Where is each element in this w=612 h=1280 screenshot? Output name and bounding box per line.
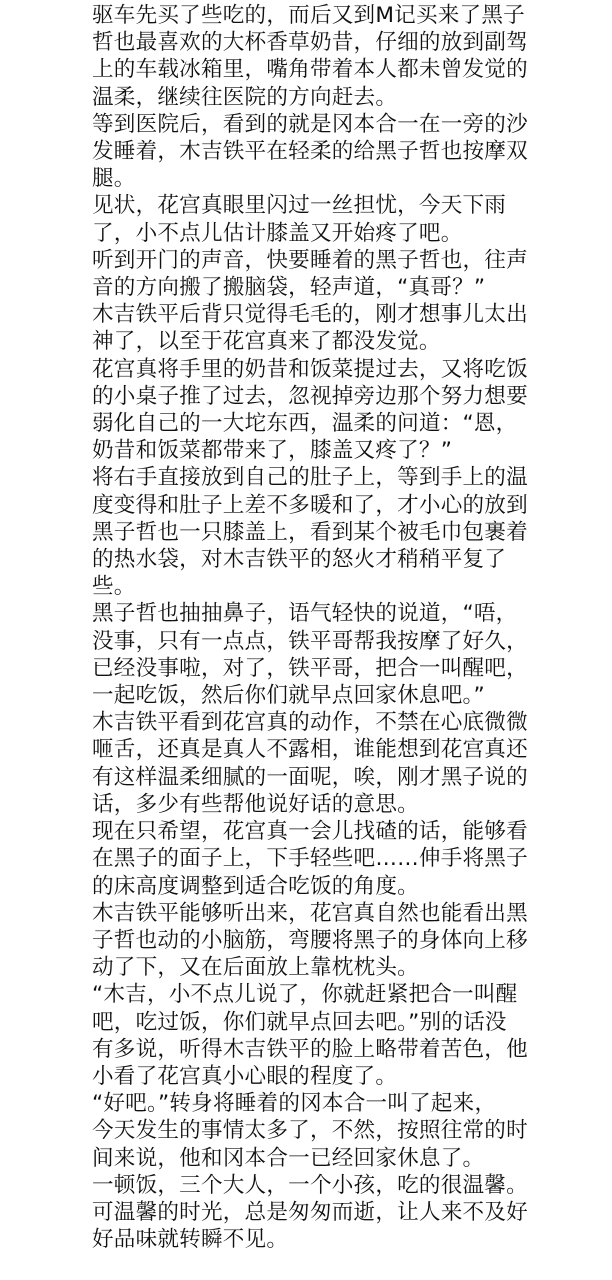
paragraph: “木吉，小不点儿说了，你就赶紧把合一叫醒 吧，吃过饭，你们就早点回去吧。”别的话没 有多说，听得木吉铁平的脸上略带着苦色，他 小看了花宫真小心眼的程度了。 bbox=[92, 982, 528, 1089]
paragraph: 木吉铁平能够听出来，花宫真自然也能看出黑 子哲也动的小脑筋，弯腰将黑子的身体向上移 动了下，又在后面放上靠枕枕头。 bbox=[92, 900, 528, 981]
paragraph: 将右手直接放到自己的肚子上，等到手上的温 度变得和肚子上差不多暖和了，才小心的放到 黑子哲也一只膝盖上，看到某个被毛巾包裹着 的热水袋，对木吉铁平的怒火才稍稍平复了 些。 bbox=[92, 465, 528, 600]
paragraph: 花宫真将手里的奶昔和饭菜提过去，又将吃饭 的小桌子推了过去，忽视掉旁边那个努力想要 弱化自己的一大坨东西，温柔的问道：“恩， 奶昔和饭菜都带来了，膝盖又疼了？” bbox=[92, 356, 528, 464]
paragraph: 现在只希望，花宫真一会儿找碴的话，能够看 在黑子的面子上，下手轻些吧……伸手将黑子 的床高度调整到适合吃饭的角度。 bbox=[92, 819, 528, 899]
paragraph: “好吧。”转身将睡着的冈本合一叫了起来， 今天发生的事情太多了，不然，按照往常的时 间来说，他和冈本合一已经回家休息了。 bbox=[92, 1091, 528, 1171]
paragraph: 木吉铁平后背只觉得毛毛的，刚才想事儿太出 神了，以至于花宫真来了都没发觉。 bbox=[92, 302, 528, 355]
paragraph: 木吉铁平看到花宫真的动作，不禁在心底微微 咂舌，还真是真人不露相，谁能想到花宫真还 有这样温柔细腻的一面呢，唉，刚才黑子说的 话，多少有些帮他说好话的意思。 bbox=[92, 710, 528, 817]
document-body bbox=[92, 2, 582, 1253]
paragraph: 听到开门的声音，快要睡着的黑子哲也，往声 音的方向搬了搬脑袋，轻声道，“真哥？” bbox=[92, 247, 528, 301]
paragraph: 一顿饭，三个大人，一个小孩，吃的很温馨。 bbox=[92, 1172, 528, 1198]
paragraph: 驱车先买了些吃的，而后又到M记买来了黑子 哲也最喜欢的大杯香草奶昔，仔细的放到副驾 上的车载冰箱里，嘴角带着本人都未曾发觉的 温柔，继续往医院的方向赶去。 bbox=[92, 3, 528, 110]
paragraph: 黑子哲也抽抽鼻子，语气轻快的说道，“唔， 没事，只有一点点，铁平哥帮我按摩了好久， 已经没事啦，对了，铁平哥，把合一叫醒吧， 一起吃饭，然后你们就早点回家休息吧。” bbox=[92, 601, 528, 709]
paragraph: 等到医院后，看到的就是冈本合一在一旁的沙 发睡着，木吉铁平在轻柔的给黑子哲也按摩双 腿。 bbox=[92, 111, 528, 192]
paragraph: 见状，花宫真眼里闪过一丝担忧，今天下雨 了，小不点儿估计膝盖又开始疼了吧。 bbox=[92, 193, 507, 246]
paragraph: 可温馨的时光，总是匆匆而逝，让人来不及好 好品味就转瞬不见。 bbox=[92, 1199, 528, 1253]
